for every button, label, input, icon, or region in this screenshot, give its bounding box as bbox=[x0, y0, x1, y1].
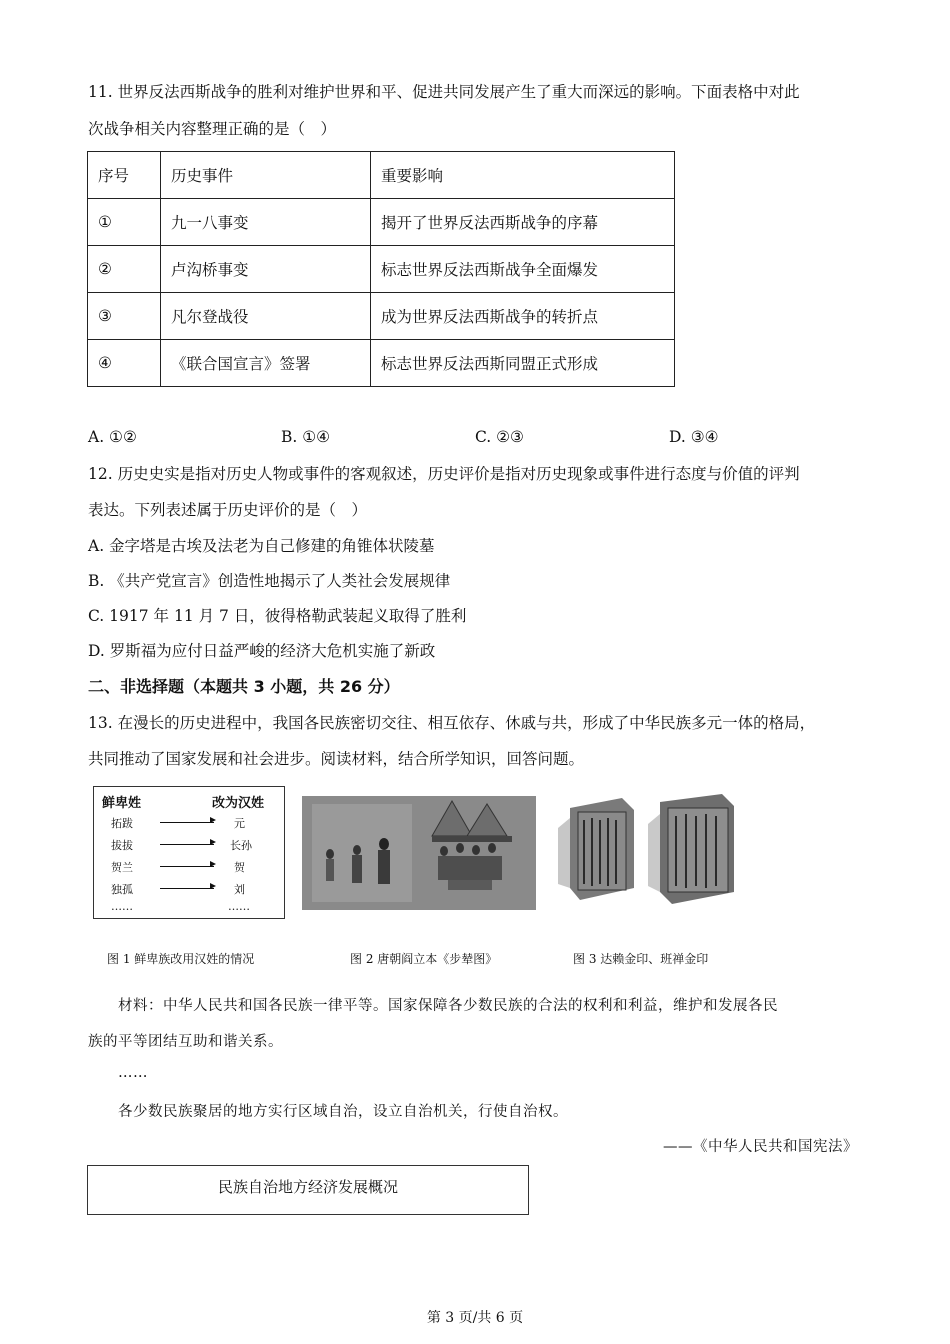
q11-option-c[interactable]: C. ②③ bbox=[475, 428, 524, 446]
fig1-han-name: 元 bbox=[234, 817, 245, 830]
figure-3-caption: 图 3 达赖金印、班禅金印 bbox=[573, 952, 709, 966]
arrow-icon bbox=[160, 822, 214, 823]
fig1-ellipsis-right: …… bbox=[228, 900, 250, 913]
q11-options bbox=[0, 428, 950, 450]
table-cell: ④ bbox=[88, 340, 161, 387]
table-row bbox=[88, 293, 675, 340]
q11-option-a[interactable]: A. ①② bbox=[88, 428, 137, 446]
fig1-head-left: 鲜卑姓 bbox=[102, 796, 142, 811]
section-heading: 二、非选择题（本题共 3 小题，共 26 分） bbox=[88, 677, 400, 696]
table-cell: 卢沟桥事变 bbox=[161, 246, 371, 293]
fig1-xianbei-name: 拔拔 bbox=[111, 839, 133, 852]
q12-option-c[interactable]: C. 1917 年 11 月 7 日，彼得格勒武装起义取得了胜利 bbox=[88, 607, 467, 625]
material-line2: 族的平等团结互助和谐关系。 bbox=[88, 1034, 283, 1050]
q11-option-d[interactable]: D. ③④ bbox=[669, 428, 719, 446]
figure-3-seals bbox=[552, 788, 742, 916]
q13-stem-line1: 13. 在漫长的历史进程中，我国各民族密切交往、相互依存、休戚与共，形成了中华民族多元一体的格局， bbox=[88, 714, 816, 732]
q13-stem-line2: 共同推动了国家发展和社会进步。阅读材料，结合所学知识，回答问题。 bbox=[88, 750, 585, 768]
q11-table bbox=[87, 151, 675, 387]
fig1-xianbei-name: 拓跋 bbox=[111, 817, 133, 830]
page-number: 第 3 页/共 6 页 bbox=[426, 1310, 524, 1326]
q12-stem-line2: 表达。下列表述属于历史评价的是（ ） bbox=[88, 501, 368, 519]
table-row bbox=[88, 246, 675, 293]
fig1-han-name: 刘 bbox=[234, 883, 245, 896]
table-header-cell: 序号 bbox=[88, 152, 161, 199]
q11-stem-line2: 次战争相关内容整理正确的是（ ） bbox=[88, 120, 337, 138]
material-ellipsis: …… bbox=[118, 1065, 148, 1081]
q12-stem-line1: 12. 历史史实是指对历史人物或事件的客观叙述，历史评价是指对历史现象或事件进行态度与价值的评判 bbox=[88, 465, 800, 483]
material-source: ——《中华人民共和国宪法》 bbox=[663, 1139, 858, 1155]
q12-option-a[interactable]: A. 金字塔是古埃及法老为自己修建的角锥体状陵墓 bbox=[88, 537, 435, 555]
material-line3: 各少数民族聚居的地方实行区域自治，设立自治机关，行使自治权。 bbox=[118, 1104, 568, 1120]
figure-1-surname-table bbox=[93, 786, 285, 919]
fig1-han-name: 长孙 bbox=[230, 839, 252, 852]
econ-table-header: 民族自治地方经济发展概况 bbox=[87, 1165, 529, 1215]
table-cell: ② bbox=[88, 246, 161, 293]
table-row bbox=[88, 340, 675, 387]
table-header-row bbox=[88, 152, 675, 199]
material-line1: 材料：中华人民共和国各民族一律平等。国家保障各少数民族的合法的权利和利益，维护和发展各民 bbox=[118, 998, 778, 1014]
fig1-head-right: 改为汉姓 bbox=[212, 796, 265, 811]
table-cell: 标志世界反法西斯战争全面爆发 bbox=[371, 246, 675, 293]
q12-option-d[interactable]: D. 罗斯福为应付日益严峻的经济大危机实施了新政 bbox=[88, 642, 436, 660]
table-cell: ③ bbox=[88, 293, 161, 340]
figure-2-painting bbox=[302, 796, 536, 910]
fig1-ellipsis-left: …… bbox=[111, 900, 133, 913]
arrow-icon bbox=[160, 866, 214, 867]
table-row bbox=[88, 199, 675, 246]
seals-illustration bbox=[552, 788, 742, 916]
table-cell: 标志世界反法西斯同盟正式形成 bbox=[371, 340, 675, 387]
table-cell: 成为世界反法西斯战争的转折点 bbox=[371, 293, 675, 340]
arrow-icon bbox=[160, 844, 214, 845]
fig1-han-name: 贺 bbox=[234, 861, 245, 874]
fig1-xianbei-name: 独孤 bbox=[111, 883, 133, 896]
table-cell: ① bbox=[88, 199, 161, 246]
arrow-head-icon bbox=[210, 839, 216, 845]
table-cell: 揭开了世界反法西斯战争的序幕 bbox=[371, 199, 675, 246]
arrow-icon bbox=[160, 888, 214, 889]
figure-1-caption: 图 1 鲜卑族改用汉姓的情况 bbox=[107, 952, 255, 966]
arrow-head-icon bbox=[210, 883, 216, 889]
table-header-cell: 重要影响 bbox=[371, 152, 675, 199]
painting-illustration bbox=[302, 796, 536, 910]
fig1-xianbei-name: 贺兰 bbox=[111, 861, 133, 874]
table-cell: 《联合国宣言》签署 bbox=[161, 340, 371, 387]
q11-stem-line1: 11. 世界反法西斯战争的胜利对维护世界和平、促进共同发展产生了重大而深远的影响。下面表格中对此 bbox=[88, 83, 800, 101]
q11-option-b[interactable]: B. ①④ bbox=[281, 428, 331, 446]
table-cell: 九一八事变 bbox=[161, 199, 371, 246]
table-cell: 凡尔登战役 bbox=[161, 293, 371, 340]
q12-option-b[interactable]: B. 《共产党宣言》创造性地揭示了人类社会发展规律 bbox=[88, 572, 451, 590]
arrow-head-icon bbox=[210, 817, 216, 823]
table-header-cell: 历史事件 bbox=[161, 152, 371, 199]
arrow-head-icon bbox=[210, 861, 216, 867]
figure-2-caption: 图 2 唐朝阎立本《步辇图》 bbox=[350, 952, 498, 966]
